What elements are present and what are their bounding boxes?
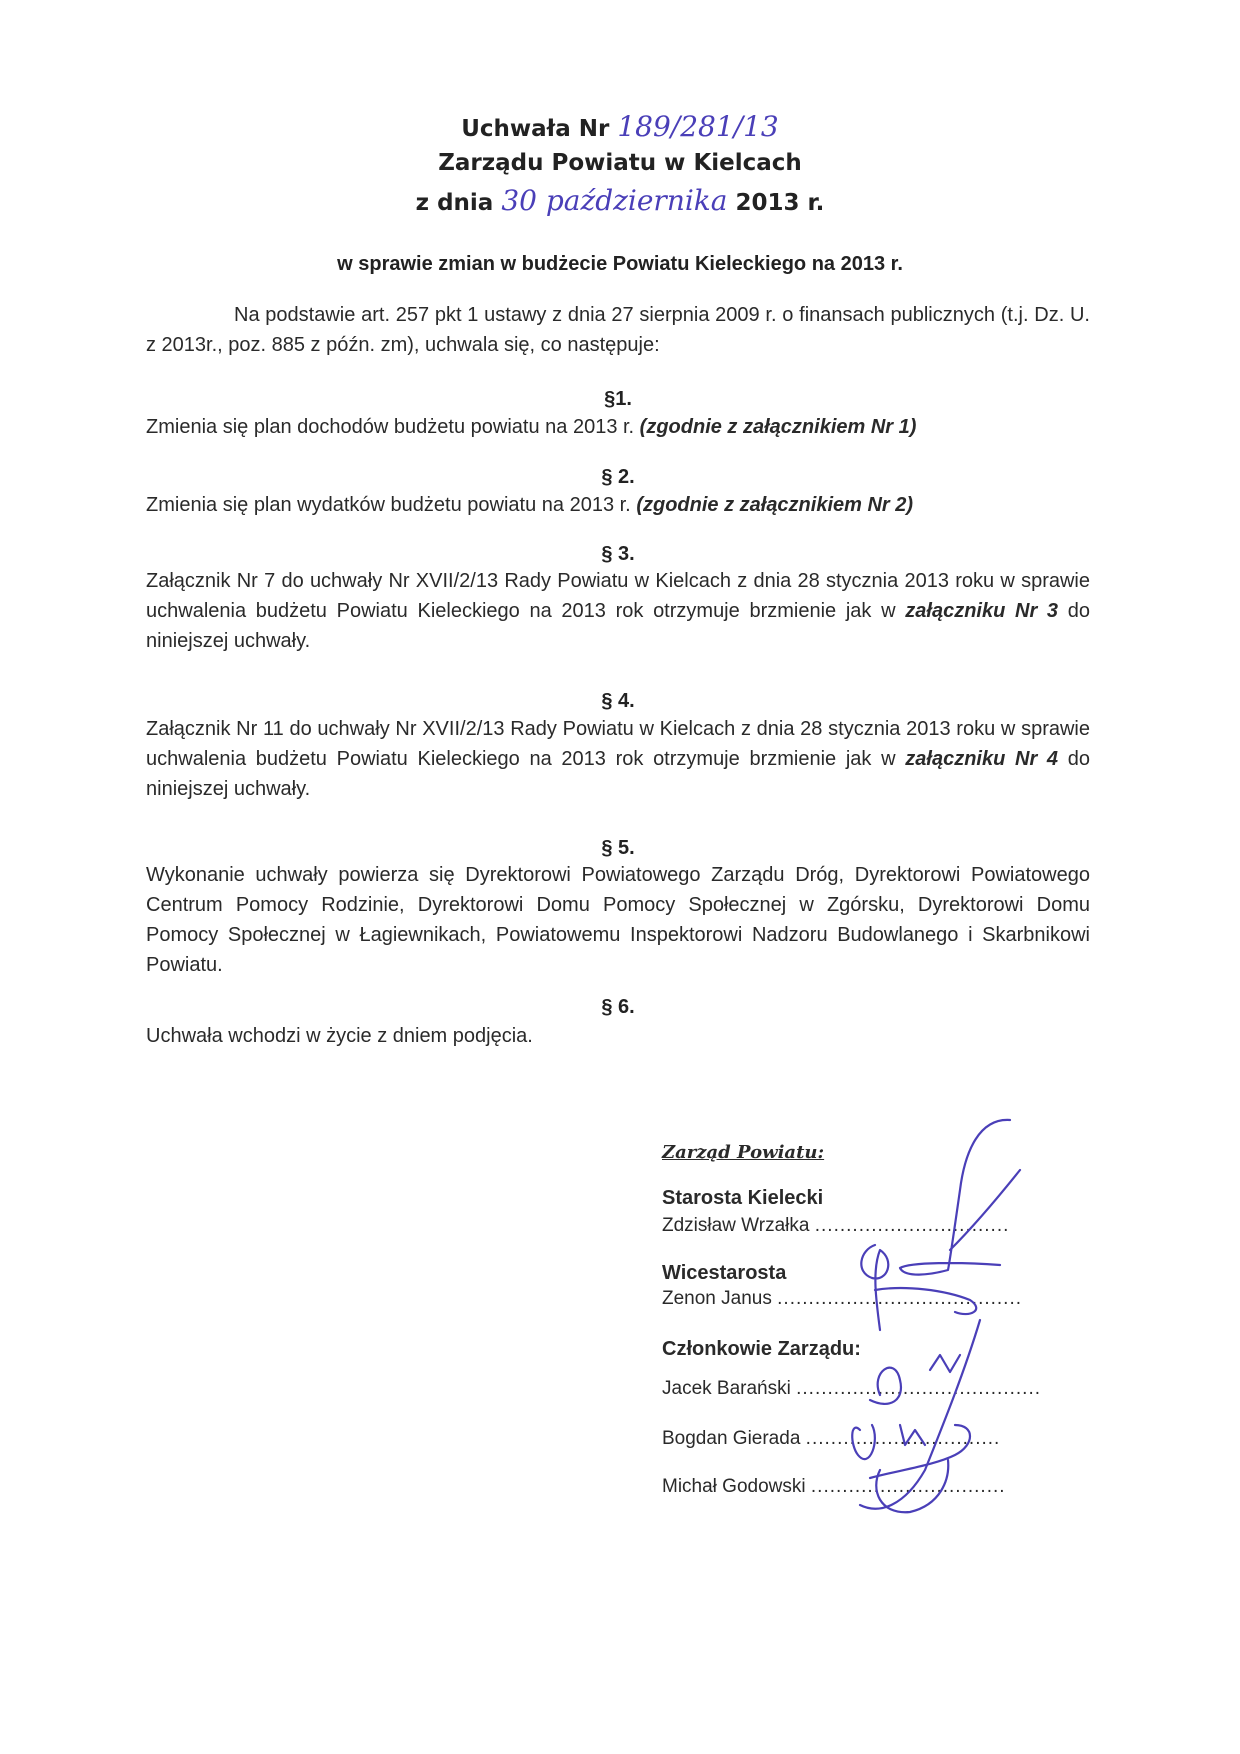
section-1-text <box>146 412 1090 442</box>
section-2-attachment-ref: (zgodnie z załącznikiem Nr 2) <box>636 494 914 516</box>
section-6-text: Uchwała wchodzi w życie z dniem podjęcia. <box>146 1025 533 1047</box>
section-5-text: Wykonanie uchwały powierza się Dyrektorowi Powiatowego Zarządu Dróg, Dyrektorowi Powiatowego Centrum Pomocy Rodzinie, Dyrektorowi Domu Pomocy Społecznej w Zgórsku, Dyrektorowi Domu Pomocy Społecznej w Łagiewnikach, Powiatowemu Inspektorowi Nadzoru Budowlanego i Skarbnikowi Powiatu. <box>146 864 1090 976</box>
section-3-body: Załącznik Nr 7 do uchwały Nr XVII/2/13 Rady Powiatu w Kielcach z dnia 28 stycznia 2013 roku w sprawie uchwalenia budżetu Powiatu Kieleckiego na 2013 rok otrzymuje brzmienie jak w <box>146 570 1090 622</box>
date-suffix: 2013 r. <box>735 190 825 216</box>
resolution-number-handwritten: 189/281/13 <box>617 110 779 143</box>
section-2-text <box>146 490 1090 520</box>
date-prefix: z dnia <box>415 190 494 216</box>
signature-line-member-2 <box>662 1428 1000 1450</box>
board-signatures-title: Zarząd Powiatu: <box>662 1142 825 1163</box>
section-2-body: Zmienia się plan wydatków budżetu powiatu na 2013 r. <box>146 494 631 516</box>
signatory-name: Zenon Janus <box>662 1288 772 1309</box>
section-4-attachment-ref: załączniku Nr 4 <box>905 748 1059 770</box>
signatory-role-starosta: Starosta Kielecki <box>662 1187 824 1209</box>
resolution-label: Uchwała Nr <box>461 116 610 142</box>
section-3-attachment-ref: załączniku Nr 3 <box>905 600 1059 622</box>
signatory-name: Michał Godowski <box>662 1476 806 1497</box>
date-handwritten: 30 października <box>501 184 728 217</box>
section-2-heading: § 2. <box>601 466 635 488</box>
signature-line-starosta <box>662 1215 1009 1237</box>
section-4-body: Załącznik Nr 11 do uchwały Nr XVII/2/13 Rady Powiatu w Kielcach z dnia 28 stycznia 2013 roku w sprawie uchwalenia budżetu Powiatu Kieleckiego na 2013 rok otrzymuje brzmienie jak w <box>146 718 1090 770</box>
section-4-tail: do niniejszej uchwały. <box>146 748 1090 800</box>
resolution-number-line <box>0 110 1240 143</box>
section-1-heading: §1. <box>604 388 632 410</box>
section-4-text <box>146 714 1090 804</box>
signature-dots: ............................... <box>810 1476 1006 1497</box>
signatory-role-members: Członkowie Zarządu: <box>662 1338 861 1360</box>
signature-dots: ....................................... <box>777 1288 1023 1309</box>
section-1-attachment-ref: (zgodnie z załącznikiem Nr 1) <box>639 416 917 438</box>
signature-line-wicestarosta <box>662 1288 1022 1310</box>
legal-basis-paragraph: Na podstawie art. 257 pkt 1 ustawy z dnia 27 sierpnia 2009 r. o finansach publicznych (t.j. Dz. U. z 2013r., poz. 885 z późn. zm), uchwala się, co następuje: <box>146 304 1090 356</box>
section-3-tail: do niniejszej uchwały. <box>146 600 1090 652</box>
issuing-body: Zarządu Powiatu w Kielcach <box>438 150 802 176</box>
section-3-heading: § 3. <box>601 543 635 565</box>
signatory-name: Zdzisław Wrzałka <box>662 1215 810 1236</box>
signature-member-stroke <box>930 1355 960 1372</box>
section-1-body: Zmienia się plan dochodów budżetu powiatu na 2013 r. <box>146 416 635 438</box>
signatory-name: Jacek Barański <box>662 1378 791 1399</box>
signature-dots: ....................................... <box>796 1378 1041 1399</box>
signature-dots: ............................... <box>805 1428 1001 1449</box>
signature-dots: ............................... <box>814 1215 1010 1236</box>
section-5-heading: § 5. <box>601 837 635 859</box>
resolution-subject: w sprawie zmian w budżecie Powiatu Kieleckiego na 2013 r. <box>337 253 903 275</box>
signature-line-member-1 <box>662 1378 1041 1400</box>
signature-starosta-stroke <box>900 1120 1010 1275</box>
section-6-heading: § 6. <box>601 996 635 1018</box>
signature-line-member-3 <box>662 1476 1006 1498</box>
resolution-date-line <box>0 184 1240 217</box>
section-4-heading: § 4. <box>601 690 635 712</box>
signatory-name: Bogdan Gierada <box>662 1428 801 1449</box>
section-3-text <box>146 566 1090 656</box>
signatory-role-wicestarosta: Wicestarosta <box>662 1262 787 1284</box>
signature-starosta-stroke <box>950 1170 1020 1250</box>
